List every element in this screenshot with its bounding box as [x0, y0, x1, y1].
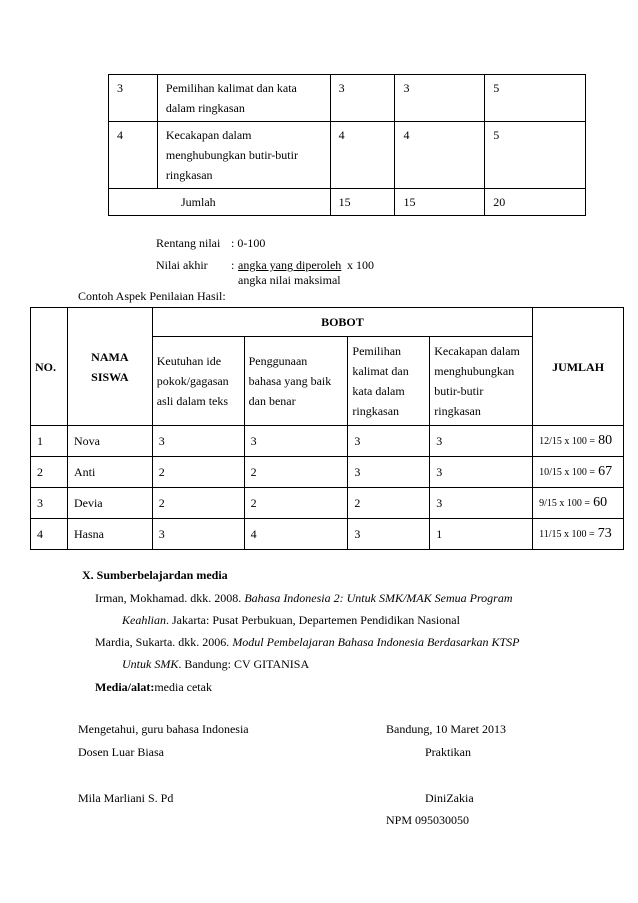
aspect-cell: [157, 122, 330, 189]
student-name: Anti: [67, 457, 152, 488]
header-weight: BOBOT: [152, 308, 532, 337]
criteria-table: [108, 74, 586, 216]
aspect-line: Kecakapan dalam: [165, 128, 252, 142]
score-cell: 3: [152, 426, 244, 457]
reference-publisher: . Bandung: CV GITANISA: [178, 657, 310, 671]
assessment-table: [30, 307, 624, 550]
media-line: [95, 680, 212, 695]
table-row: [31, 488, 624, 519]
reference-title: Bahasa Indonesia 2: Untuk SMK/MAK Semua Program: [244, 591, 513, 605]
total-label: Jumlah: [109, 189, 331, 216]
header-line: menghubungkan: [434, 364, 515, 378]
header-name-line: SISWA: [91, 369, 129, 384]
header-line: Keutuhan ide: [156, 354, 222, 368]
student-name: Devia: [67, 488, 152, 519]
row-number: 2: [31, 457, 68, 488]
row-number: 4: [109, 122, 158, 189]
total-value: 15: [395, 189, 485, 216]
total-cell: [533, 457, 624, 488]
signature-right-name: DiniZakia: [425, 791, 474, 805]
header-line: Penggunaan: [248, 354, 308, 368]
score-result: 73: [597, 526, 612, 541]
total-cell: [533, 426, 624, 457]
aspect-line: dalam ringkasan: [165, 101, 245, 115]
value-cell: 4: [330, 122, 395, 189]
value-cell: 3: [395, 75, 485, 122]
reference-author: Mardia, Sukarta. dkk. 2006.: [95, 635, 233, 649]
total-value: 15: [330, 189, 395, 216]
aspect-cell: [157, 75, 330, 122]
table-row: [31, 457, 624, 488]
aspect-line: ringkasan: [165, 168, 213, 182]
reference-publisher: . Jakarta: Pusat Perbukuan, Departemen Pendidikan Nasional: [166, 613, 460, 627]
score-cell: 2: [244, 457, 348, 488]
reference-title: Keahlian: [122, 613, 166, 627]
range-value: : 0-100: [231, 236, 266, 250]
aspect-line: menghubungkan butir-butir: [165, 148, 298, 162]
header-criterion: [244, 337, 348, 426]
score-cell: 1: [430, 519, 533, 550]
row-number: 1: [31, 426, 68, 457]
score-cell: 3: [430, 488, 533, 519]
header-line: pokok/gagasan: [156, 374, 229, 388]
section-title: Contoh Aspek Penilaian Hasil:: [78, 289, 226, 303]
row-number: 3: [109, 75, 158, 122]
header-line: dan benar: [248, 394, 296, 408]
final-score-separator: :: [231, 258, 235, 272]
row-number: 4: [31, 519, 68, 550]
score-cell: 3: [348, 457, 430, 488]
header-line: Kecakapan dalam: [434, 344, 520, 358]
score-result: 80: [598, 433, 613, 448]
final-score-label: Nilai akhir: [156, 258, 208, 272]
score-result: 60: [593, 495, 608, 510]
score-cell: 3: [244, 426, 348, 457]
total-row: [109, 189, 586, 216]
score-cell: 2: [244, 488, 348, 519]
score-cell: 2: [348, 488, 430, 519]
table-row: [31, 426, 624, 457]
value-cell: 3: [330, 75, 395, 122]
header-line: kata dalam: [352, 384, 405, 398]
value-cell: 5: [485, 75, 586, 122]
header-line: Pemilihan: [352, 344, 402, 358]
header-line: bahasa yang baik: [248, 374, 332, 388]
header-criterion: [430, 337, 533, 426]
formula-denominator: angka nilai maksimal: [238, 273, 341, 287]
header-name: [67, 308, 152, 426]
reference-title: Untuk SMK: [122, 657, 179, 671]
score-cell: 2: [152, 457, 244, 488]
reference-author: Irman, Mokhamad. dkk. 2008.: [95, 591, 245, 605]
reference-2: [95, 635, 520, 650]
signature-right-place-date: Bandung, 10 Maret 2013: [386, 722, 506, 736]
header-name-line: NAMA: [91, 349, 129, 364]
score-cell: 3: [430, 457, 533, 488]
signature-left-name: Mila Marliani S. Pd: [78, 791, 174, 805]
score-result: 67: [598, 464, 613, 479]
total-cell: [533, 519, 624, 550]
range-label: Rentang nilai: [156, 236, 221, 250]
reference-2-cont: [122, 657, 309, 672]
row-number: 3: [31, 488, 68, 519]
aspect-line: Pemilihan kalimat dan kata: [165, 81, 297, 95]
reference-1: [95, 591, 513, 606]
signature-right-npm: NPM 095030050: [386, 813, 470, 827]
formula-numerator: angka yang diperoleh: [238, 258, 342, 272]
score-cell: 3: [430, 426, 533, 457]
header-line: kalimat dan: [352, 364, 409, 378]
header-line: asli dalam teks: [156, 394, 229, 408]
value-cell: 4: [395, 122, 485, 189]
score-calc: 10/15 x 100 =: [539, 467, 596, 478]
header-criterion: [348, 337, 430, 426]
media-label: Media/alat:: [95, 680, 155, 694]
signature-left-line: Mengetahui, guru bahasa Indonesia: [78, 722, 249, 736]
header-no: NO.: [31, 308, 68, 426]
total-value: 20: [485, 189, 586, 216]
value-cell: 5: [485, 122, 586, 189]
header-criterion: [152, 337, 244, 426]
score-calc: 11/15 x 100 =: [539, 529, 595, 540]
score-cell: 2: [152, 488, 244, 519]
header-line: butir-butir: [434, 384, 484, 398]
signature-right-role: Praktikan: [425, 745, 471, 759]
header-total: JUMLAH: [533, 308, 624, 426]
header-line: ringkasan: [434, 404, 481, 418]
score-calc: 12/15 x 100 =: [539, 436, 596, 447]
table-row: [109, 75, 586, 122]
signature-left-role: Dosen Luar Biasa: [78, 745, 164, 759]
total-cell: [533, 488, 624, 519]
student-name: Nova: [67, 426, 152, 457]
score-cell: 4: [244, 519, 348, 550]
score-cell: 3: [348, 426, 430, 457]
table-row: [109, 122, 586, 189]
score-calc: 9/15 x 100 =: [539, 498, 591, 509]
reference-title: Modul Pembelajaran Bahasa Indonesia Berdasarkan KTSP: [232, 635, 520, 649]
reference-1-cont: [122, 613, 460, 628]
score-cell: 3: [152, 519, 244, 550]
sources-title: X. Sumberbelajardan media: [82, 568, 228, 582]
header-row: [31, 308, 624, 337]
table-row: [31, 519, 624, 550]
formula-multiplier: x 100: [347, 258, 374, 272]
media-value: media cetak: [154, 680, 212, 694]
header-line: ringkasan: [352, 404, 400, 418]
student-name: Hasna: [67, 519, 152, 550]
score-cell: 3: [348, 519, 430, 550]
